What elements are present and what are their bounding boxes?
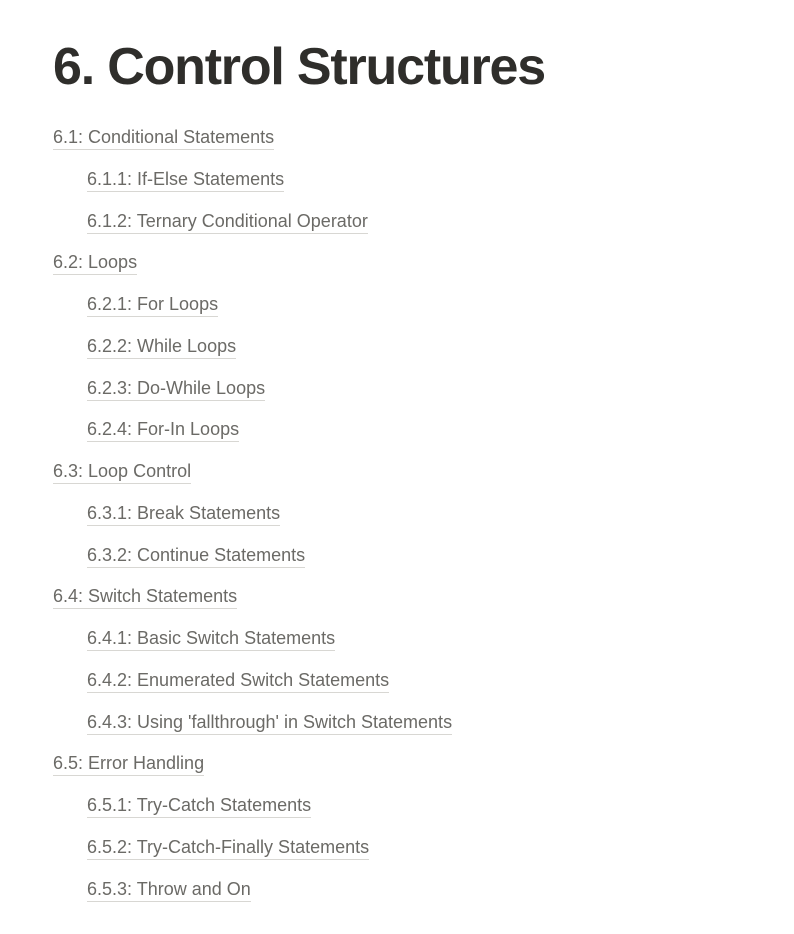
toc-row: [0, 621, 794, 663]
toc-link-6-1-1[interactable]: 6.1.1: If-Else Statements: [87, 168, 284, 192]
toc-row: [0, 412, 794, 454]
toc-row: [0, 788, 794, 830]
toc-row: [0, 245, 794, 287]
toc-link-6-2[interactable]: 6.2: Loops: [53, 251, 137, 275]
toc-link-6-4-2[interactable]: 6.4.2: Enumerated Switch Statements: [87, 669, 389, 693]
toc-row: [0, 162, 794, 204]
toc-link-6-2-4[interactable]: 6.2.4: For-In Loops: [87, 418, 239, 442]
toc-link-6-3[interactable]: 6.3: Loop Control: [53, 460, 191, 484]
table-of-contents: [0, 120, 794, 913]
toc-link-6-4-3[interactable]: 6.4.3: Using 'fallthrough' in Switch Statements: [87, 711, 452, 735]
toc-row: [0, 371, 794, 413]
toc-link-6-2-2[interactable]: 6.2.2: While Loops: [87, 335, 236, 359]
toc-link-6-2-3[interactable]: 6.2.3: Do-While Loops: [87, 377, 265, 401]
toc-link-6-5[interactable]: 6.5: Error Handling: [53, 752, 204, 776]
toc-row: [0, 329, 794, 371]
toc-row: [0, 120, 794, 162]
toc-link-6-4[interactable]: 6.4: Switch Statements: [53, 585, 237, 609]
toc-link-6-5-3[interactable]: 6.5.3: Throw and On: [87, 878, 251, 902]
toc-link-6-5-2[interactable]: 6.5.2: Try-Catch-Finally Statements: [87, 836, 369, 860]
toc-row: [0, 579, 794, 621]
toc-row: [0, 705, 794, 747]
toc-row: [0, 287, 794, 329]
toc-row: [0, 454, 794, 496]
toc-row: [0, 830, 794, 872]
toc-row: [0, 663, 794, 705]
toc-link-6-1-2[interactable]: 6.1.2: Ternary Conditional Operator: [87, 210, 368, 234]
toc-row: [0, 872, 794, 914]
toc-row: [0, 496, 794, 538]
toc-link-6-1[interactable]: 6.1: Conditional Statements: [53, 126, 274, 150]
toc-row: [0, 538, 794, 580]
toc-row: [0, 746, 794, 788]
toc-link-6-5-1[interactable]: 6.5.1: Try-Catch Statements: [87, 794, 311, 818]
toc-row: [0, 204, 794, 246]
toc-link-6-3-2[interactable]: 6.3.2: Continue Statements: [87, 544, 305, 568]
toc-link-6-3-1[interactable]: 6.3.1: Break Statements: [87, 502, 280, 526]
toc-link-6-4-1[interactable]: 6.4.1: Basic Switch Statements: [87, 627, 335, 651]
toc-link-6-2-1[interactable]: 6.2.1: For Loops: [87, 293, 218, 317]
page-title: 6. Control Structures: [53, 38, 545, 96]
